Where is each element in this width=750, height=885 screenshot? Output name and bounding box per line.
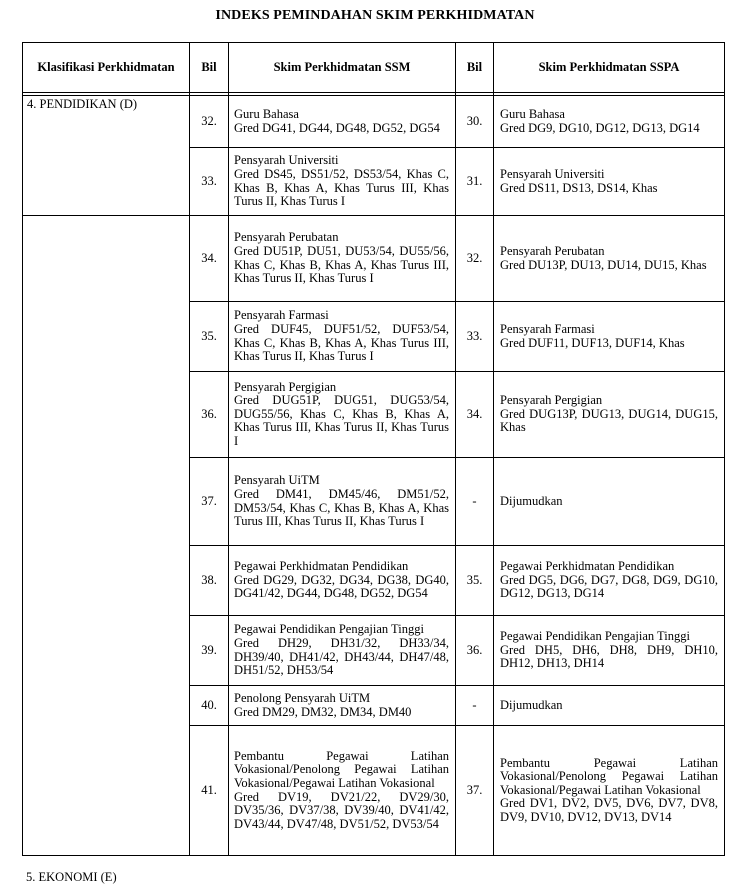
cell-skim-ssm: Pegawai Pendidikan Pengajian Tinggi Gred DH29, DH31/32, DH33/34, DH39/40, DH41/42, DH43/44, DH47/48, DH51/52, DH53/54 (229, 616, 456, 686)
cell-skim-ssm: Pensyarah Universiti Gred DS45, DS51/52, DS53/54, Khas C, Khas B, Khas A, Khas Turus III, Khas Turus II, Khas Turus I (229, 148, 456, 216)
table-row (23, 148, 725, 216)
cell-bil-sspa: 37. (456, 726, 494, 856)
table-header-row (23, 43, 725, 93)
cell-skim-ssm: Pensyarah Farmasi Gred DUF45, DUF51/52, DUF53/54, Khas C, Khas B, Khas A, Khas Turus III, Khas Turus II, Khas Turus I (229, 302, 456, 372)
scheme-index-table (22, 42, 725, 856)
cell-klasifikasi: 4. PENDIDIKAN (D) (23, 96, 190, 148)
cell-bil-sspa: 36. (456, 616, 494, 686)
cell-bil-sspa: 30. (456, 96, 494, 148)
cell-bil-ssm: 39. (190, 616, 229, 686)
cell-skim-ssm: Guru Bahasa Gred DG41, DG44, DG48, DG52, DG54 (229, 96, 456, 148)
cell-skim-sspa: Pensyarah Universiti Gred DS11, DS13, DS14, Khas (494, 148, 725, 216)
cell-klasifikasi (23, 216, 190, 302)
cell-bil-sspa: - (456, 686, 494, 726)
table-row (23, 458, 725, 546)
cell-skim-sspa: Guru Bahasa Gred DG9, DG10, DG12, DG13, DG14 (494, 96, 725, 148)
cell-bil-sspa: 34. (456, 372, 494, 458)
cell-klasifikasi (23, 458, 190, 546)
table-row (23, 96, 725, 148)
cell-bil-sspa: 35. (456, 546, 494, 616)
cell-skim-sspa: Dijumudkan (494, 686, 725, 726)
table-row (23, 726, 725, 856)
table-row (23, 546, 725, 616)
cell-klasifikasi (23, 302, 190, 372)
cell-klasifikasi (23, 686, 190, 726)
next-classification: 5. EKONOMI (E) (26, 870, 117, 884)
table-row (23, 686, 725, 726)
cell-skim-sspa: Dijumudkan (494, 458, 725, 546)
page-title: INDEKS PEMINDAHAN SKIM PERKHIDMATAN (215, 8, 535, 23)
cell-skim-ssm: Pensyarah Pergigian Gred DUG51P, DUG51, DUG53/54, DUG55/56, Khas C, Khas B, Khas A, Khas Turus III, Khas Turus II, Khas Turus I (229, 372, 456, 458)
table-row (23, 616, 725, 686)
header-bil-sspa: Bil (456, 43, 494, 93)
header-bil-ssm: Bil (190, 43, 229, 93)
cell-bil-sspa: 32. (456, 216, 494, 302)
cell-skim-ssm: Pensyarah Perubatan Gred DU51P, DU51, DU53/54, DU55/56, Khas C, Khas B, Khas A, Khas Turus III, Khas Turus II, Khas Turus I (229, 216, 456, 302)
cell-skim-sspa: Pensyarah Farmasi Gred DUF11, DUF13, DUF14, Khas (494, 302, 725, 372)
header-skim-ssm: Skim Perkhidmatan SSM (229, 43, 456, 93)
cell-skim-sspa: Pensyarah Pergigian Gred DUG13P, DUG13, DUG14, DUG15, Khas (494, 372, 725, 458)
cell-skim-sspa: Pensyarah Perubatan Gred DU13P, DU13, DU14, DU15, Khas (494, 216, 725, 302)
table-row (23, 372, 725, 458)
cell-klasifikasi (23, 616, 190, 686)
cell-bil-ssm: 40. (190, 686, 229, 726)
cell-skim-ssm: Pensyarah UiTM Gred DM41, DM45/46, DM51/52, DM53/54, Khas C, Khas B, Khas A, Khas Turus III, Khas Turus II, Khas Turus I (229, 458, 456, 546)
cell-bil-ssm: 41. (190, 726, 229, 856)
cell-bil-sspa: - (456, 458, 494, 546)
cell-skim-ssm: Penolong Pensyarah UiTM Gred DM29, DM32, DM34, DM40 (229, 686, 456, 726)
cell-bil-ssm: 38. (190, 546, 229, 616)
cell-bil-sspa: 31. (456, 148, 494, 216)
cell-skim-sspa: Pegawai Perkhidmatan Pendidikan Gred DG5, DG6, DG7, DG8, DG9, DG10, DG12, DG13, DG14 (494, 546, 725, 616)
header-klasifikasi: Klasifikasi Perkhidmatan (23, 43, 190, 93)
table-row (23, 216, 725, 302)
cell-bil-ssm: 37. (190, 458, 229, 546)
cell-skim-ssm: Pegawai Perkhidmatan Pendidikan Gred DG29, DG32, DG34, DG38, DG40, DG41/42, DG44, DG48, DG52, DG54 (229, 546, 456, 616)
header-skim-sspa: Skim Perkhidmatan SSPA (494, 43, 725, 93)
cell-bil-ssm: 34. (190, 216, 229, 302)
table-row (23, 302, 725, 372)
cell-klasifikasi (23, 372, 190, 458)
cell-klasifikasi (23, 546, 190, 616)
cell-bil-sspa: 33. (456, 302, 494, 372)
cell-skim-ssm: Pembantu Pegawai Latihan Vokasional/Penolong Pegawai Latihan Vokasional/Pegawai Latihan Vokasional Gred DV19, DV21/22, DV29/30, DV35/36, DV37/38, DV39/40, DV41/42, DV43/44, DV47/48, DV51/52, DV53/54 (229, 726, 456, 856)
cell-klasifikasi (23, 148, 190, 216)
cell-bil-ssm: 33. (190, 148, 229, 216)
cell-bil-ssm: 36. (190, 372, 229, 458)
cell-bil-ssm: 35. (190, 302, 229, 372)
cell-skim-sspa: Pembantu Pegawai Latihan Vokasional/Penolong Pegawai Latihan Vokasional/Pegawai Latihan Vokasional Gred DV1, DV2, DV5, DV6, DV7, DV8, DV9, DV10, DV12, DV13, DV14 (494, 726, 725, 856)
cell-skim-sspa: Pegawai Pendidikan Pengajian Tinggi Gred DH5, DH6, DH8, DH9, DH10, DH12, DH13, DH14 (494, 616, 725, 686)
cell-bil-ssm: 32. (190, 96, 229, 148)
cell-klasifikasi (23, 726, 190, 856)
